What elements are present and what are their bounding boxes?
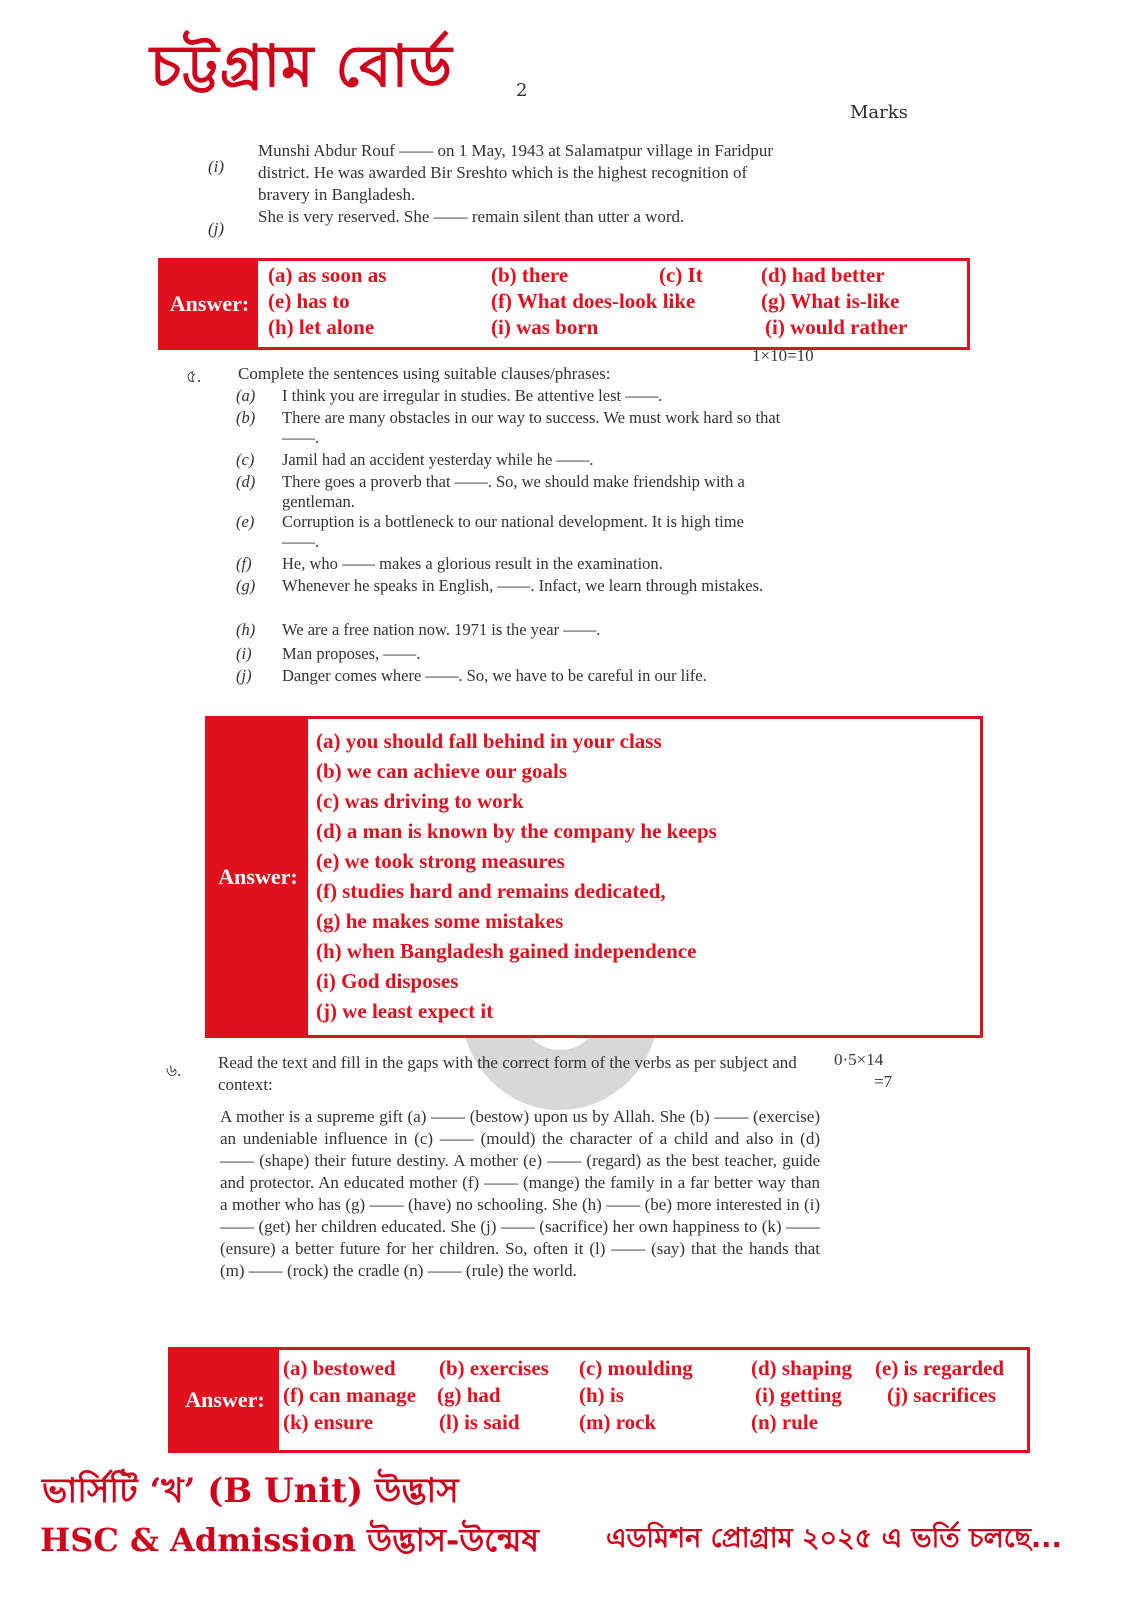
- answer2-item: (g) he makes some mistakes: [316, 909, 564, 933]
- answer1-item: (f) What does-look like: [491, 289, 696, 313]
- board-title: চট্টগ্রাম বোর্ড: [150, 32, 453, 100]
- answer3-item: (h) is: [579, 1383, 624, 1407]
- q5-item: [236, 386, 782, 406]
- answer2-item: (i) God disposes: [316, 969, 459, 993]
- question6-marks-total: =7: [874, 1072, 893, 1091]
- answer3-item: (j) sacrifices: [887, 1383, 997, 1407]
- marks-label: Marks: [850, 102, 908, 123]
- answer1-item: (i) was born: [491, 315, 599, 339]
- q5-item-label: (h): [236, 620, 256, 639]
- page-number: 2: [516, 80, 528, 101]
- item-i-label: (i): [208, 157, 225, 176]
- question5-marks: 1×10=10: [752, 346, 814, 365]
- item-i-text: Munshi Abdur Rouf —— on 1 May, 1943 at Salamatpur village in Faridpur district. He was awarded Bir Sreshto which is the highest recognition of bravery in Bangladesh.: [258, 141, 773, 204]
- q5-item: [236, 554, 782, 574]
- q5-item: [236, 472, 782, 512]
- q5-item: [236, 666, 782, 686]
- answer3-item: (d) shaping: [751, 1356, 852, 1380]
- q5-item-text: I think you are irregular in studies. Be attentive lest ——.: [282, 386, 663, 405]
- answer3-item: (b) exercises: [439, 1356, 549, 1380]
- q5-item-text: Jamil had an accident yesterday while he ——.: [282, 450, 594, 469]
- q5-item: [236, 512, 782, 552]
- q5-item-text: Man proposes, ——.: [282, 644, 421, 663]
- answer2-item: (a) you should fall behind in your class: [316, 729, 662, 753]
- q5-item-text: Corruption is a bottleneck to our national development. It is high time ——.: [282, 512, 744, 551]
- answer3-item: (l) is said: [439, 1410, 520, 1434]
- q5-item-label: (c): [236, 450, 255, 469]
- answer1-item: (h) let alone: [268, 315, 375, 339]
- answer-box-2: [205, 716, 983, 1038]
- answer-label-3: Answer:: [171, 1350, 279, 1450]
- q5-item-label: (b): [236, 408, 256, 427]
- q5-item-label: (g): [236, 576, 256, 595]
- answer2-item: (b) we can achieve our goals: [316, 759, 568, 783]
- answer-label-1: Answer:: [161, 261, 258, 347]
- answer1-item: (e) has to: [268, 289, 350, 313]
- footer-admission-program: এডমিশন প্রোগ্রাম ২০২৫ এ ভর্তি চলছে...: [606, 1523, 1062, 1554]
- answer1-item: (g) What is-like: [761, 289, 900, 313]
- question5-instruction: Complete the sentences using suitable clauses/phrases:: [238, 364, 611, 383]
- answer3-item: (a) bestowed: [283, 1356, 396, 1380]
- item-j-label: (j): [208, 219, 225, 238]
- footer-b-unit: ভার্সিটি ‘খ’ (B Unit) উদ্ভাস: [42, 1471, 459, 1511]
- q5-item: [236, 408, 782, 448]
- answer1-item: (a) as soon as: [268, 263, 387, 287]
- q5-item-label: (e): [236, 512, 255, 531]
- q5-item-label: (d): [236, 472, 256, 491]
- q5-item-label: (i): [236, 644, 252, 663]
- answer-label-2: Answer:: [208, 719, 308, 1035]
- q5-item-text: We are a free nation now. 1971 is the year ——.: [282, 620, 601, 639]
- question6-passage: A mother is a supreme gift (a) —— (bestow) upon us by Allah. She (b) —— (exercise) an undeniable influence in (c) —— (mould) the character of a child and also in (d) —— (shape) their future destiny. A mother (e) —— (regard) as the best teacher, guide and protector. An educated mother (f) —— (mange) the family in a far better way than a mother who has (g) —— (have) no schooling. She (h) —— (be) more interested in (i) —— (get) her children educated. She (j) —— (sacrifice) her own happiness to (k) —— (ensure) a better future for her children. So, often it (l) —— (say) that the hands that (m) —— (rock) the cradle (n) —— (rule) the world.: [220, 1107, 820, 1280]
- answer2-item: (f) studies hard and remains dedicated,: [316, 879, 666, 903]
- answer2-item: (j) we least expect it: [316, 999, 494, 1023]
- answer3-item: (g) had: [437, 1383, 501, 1407]
- answer3-item: (n) rule: [751, 1410, 819, 1434]
- answer2-item: (e) we took strong measures: [316, 849, 565, 873]
- answer3-item: (m) rock: [579, 1410, 657, 1434]
- answer2-item: (d) a man is known by the company he keeps: [316, 819, 717, 843]
- q5-item-text: There goes a proverb that ——. So, we should make friendship with a gentleman.: [282, 472, 745, 511]
- question6-marks: 0·5×14: [834, 1050, 884, 1069]
- q5-item-label: (a): [236, 386, 256, 405]
- answer-box-3: [168, 1347, 1030, 1453]
- q5-item-text: Danger comes where ——. So, we have to be careful in our life.: [282, 666, 707, 685]
- q5-item: [236, 576, 782, 596]
- answer3-item: (e) is regarded: [875, 1356, 1005, 1380]
- answer1-item: (i) would rather: [765, 315, 908, 339]
- q5-item: [236, 620, 782, 640]
- answer1-item: (b) there: [491, 263, 569, 287]
- q5-item-label: (j): [236, 666, 252, 685]
- item-j-text: She is very reserved. She —— remain silent than utter a word.: [258, 207, 685, 226]
- answer-box-1: [158, 258, 970, 350]
- answer1-item: (c) It: [659, 263, 703, 287]
- answer1-item: (d) had better: [761, 263, 885, 287]
- question5-number: ৫.: [186, 367, 202, 386]
- answer3-item: (i) getting: [755, 1383, 842, 1407]
- footer-hsc-admission: HSC & Admission উদ্ভাস-উন্মেষ: [40, 1521, 539, 1559]
- q5-item-label: (f): [236, 554, 252, 573]
- question6-instruction: Read the text and fill in the gaps with the correct form of the verbs as per subject and context:: [218, 1053, 797, 1094]
- question6-number: ৬.: [166, 1061, 182, 1080]
- answer2-item: (h) when Bangladesh gained independence: [316, 939, 697, 963]
- answer3-item: (f) can manage: [283, 1383, 416, 1407]
- q5-item: [236, 450, 782, 470]
- answer3-item: (k) ensure: [283, 1410, 374, 1434]
- answer2-item: (c) was driving to work: [316, 789, 524, 813]
- answer3-item: (c) moulding: [579, 1356, 693, 1380]
- q5-item-text: There are many obstacles in our way to success. We must work hard so that ——.: [282, 408, 781, 447]
- q5-item-text: He, who —— makes a glorious result in the examination.: [282, 554, 663, 573]
- q5-item-text: Whenever he speaks in English, ——. Infact, we learn through mistakes.: [282, 576, 764, 595]
- q5-item: [236, 644, 782, 664]
